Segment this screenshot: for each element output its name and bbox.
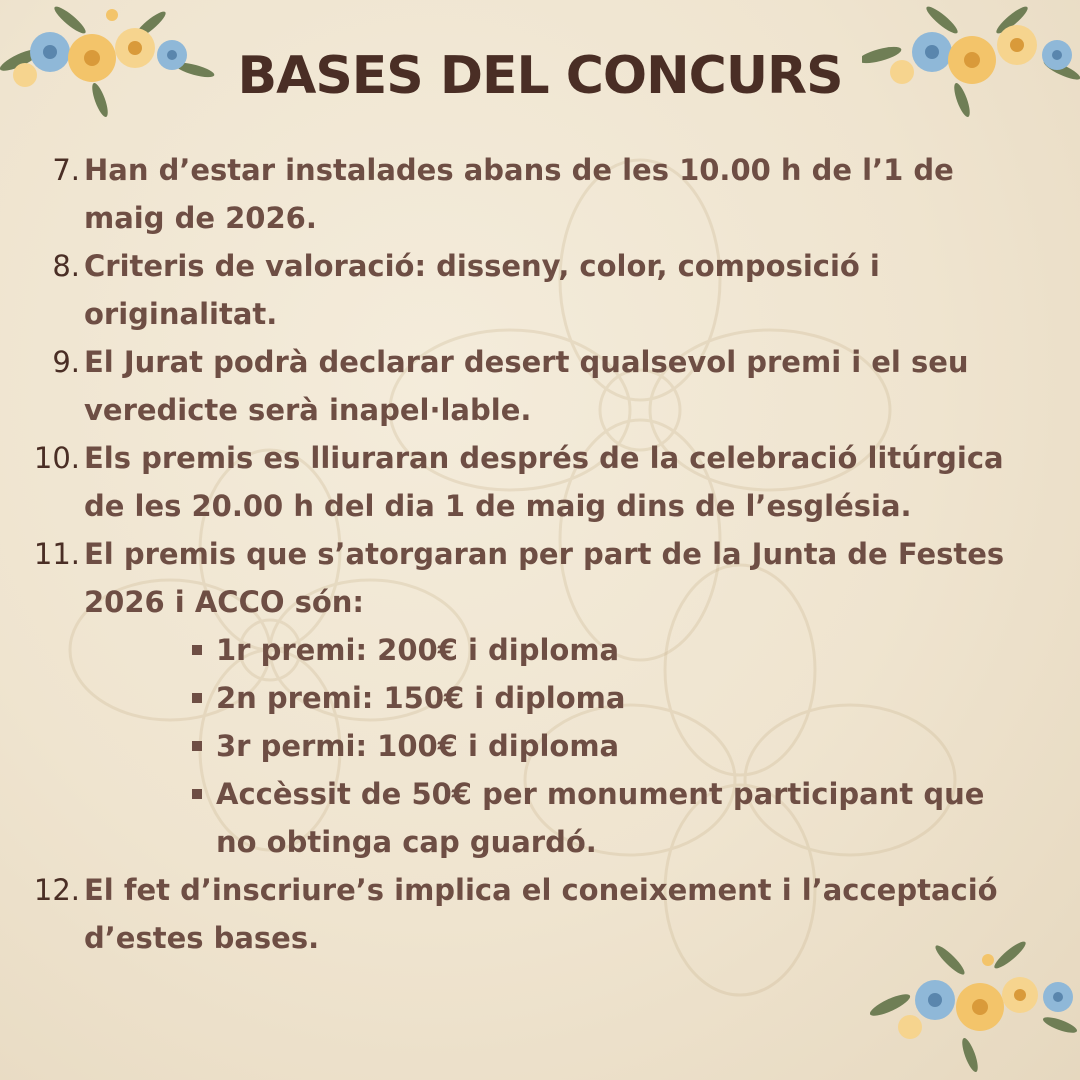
rule-number: 8.	[52, 249, 80, 283]
rule-text: El Jurat podrà declarar desert qualsevol premi i el seu veredicte serà inapel·lable.	[84, 345, 969, 427]
prizes-list	[84, 626, 1080, 866]
rule-number: 11.	[33, 537, 80, 571]
prize-item	[192, 626, 1080, 674]
rule-text: Han d’estar instalades abans de les 10.00 h de l’1 de maig de 2026.	[84, 153, 954, 235]
rule-text: Els premis es lliuraran després de la celebració litúrgica de les 20.00 h del dia 1 de maig dins de l’església.	[84, 441, 1004, 523]
rule-item	[0, 146, 1080, 242]
rule-item	[0, 242, 1080, 338]
rule-number: 7.	[52, 153, 80, 187]
rule-number: 9.	[52, 345, 80, 379]
prize-text: 3r permi: 100€ i diploma	[216, 729, 620, 763]
prize-item	[192, 722, 1080, 770]
rule-text: El premis que s’atorgaran per part de la Junta de Festes 2026 i ACCO són:	[84, 537, 1005, 619]
rule-item	[0, 866, 1080, 962]
rule-item	[0, 434, 1080, 530]
rule-number: 10.	[33, 441, 80, 475]
prize-item	[192, 674, 1080, 722]
rule-item	[0, 530, 1080, 866]
rule-number: 12.	[33, 873, 80, 907]
square-bullet-icon	[192, 741, 202, 751]
rule-item	[0, 338, 1080, 434]
square-bullet-icon	[192, 789, 202, 799]
prize-item	[192, 770, 1080, 866]
rules-list	[0, 146, 1080, 962]
rule-text: Criteris de valoració: disseny, color, composició i originalitat.	[84, 249, 880, 331]
rule-text: El fet d’inscriure’s implica el coneixement i l’acceptació d’estes bases.	[84, 873, 998, 955]
prize-text: Accèssit de 50€ per monument participant que no obtinga cap guardó.	[216, 777, 985, 859]
page-title: BASES DEL CONCURS	[237, 46, 843, 106]
square-bullet-icon	[192, 645, 202, 655]
prize-text: 1r premi: 200€ i diploma	[216, 633, 620, 667]
prize-text: 2n premi: 150€ i diploma	[216, 681, 626, 715]
square-bullet-icon	[192, 693, 202, 703]
